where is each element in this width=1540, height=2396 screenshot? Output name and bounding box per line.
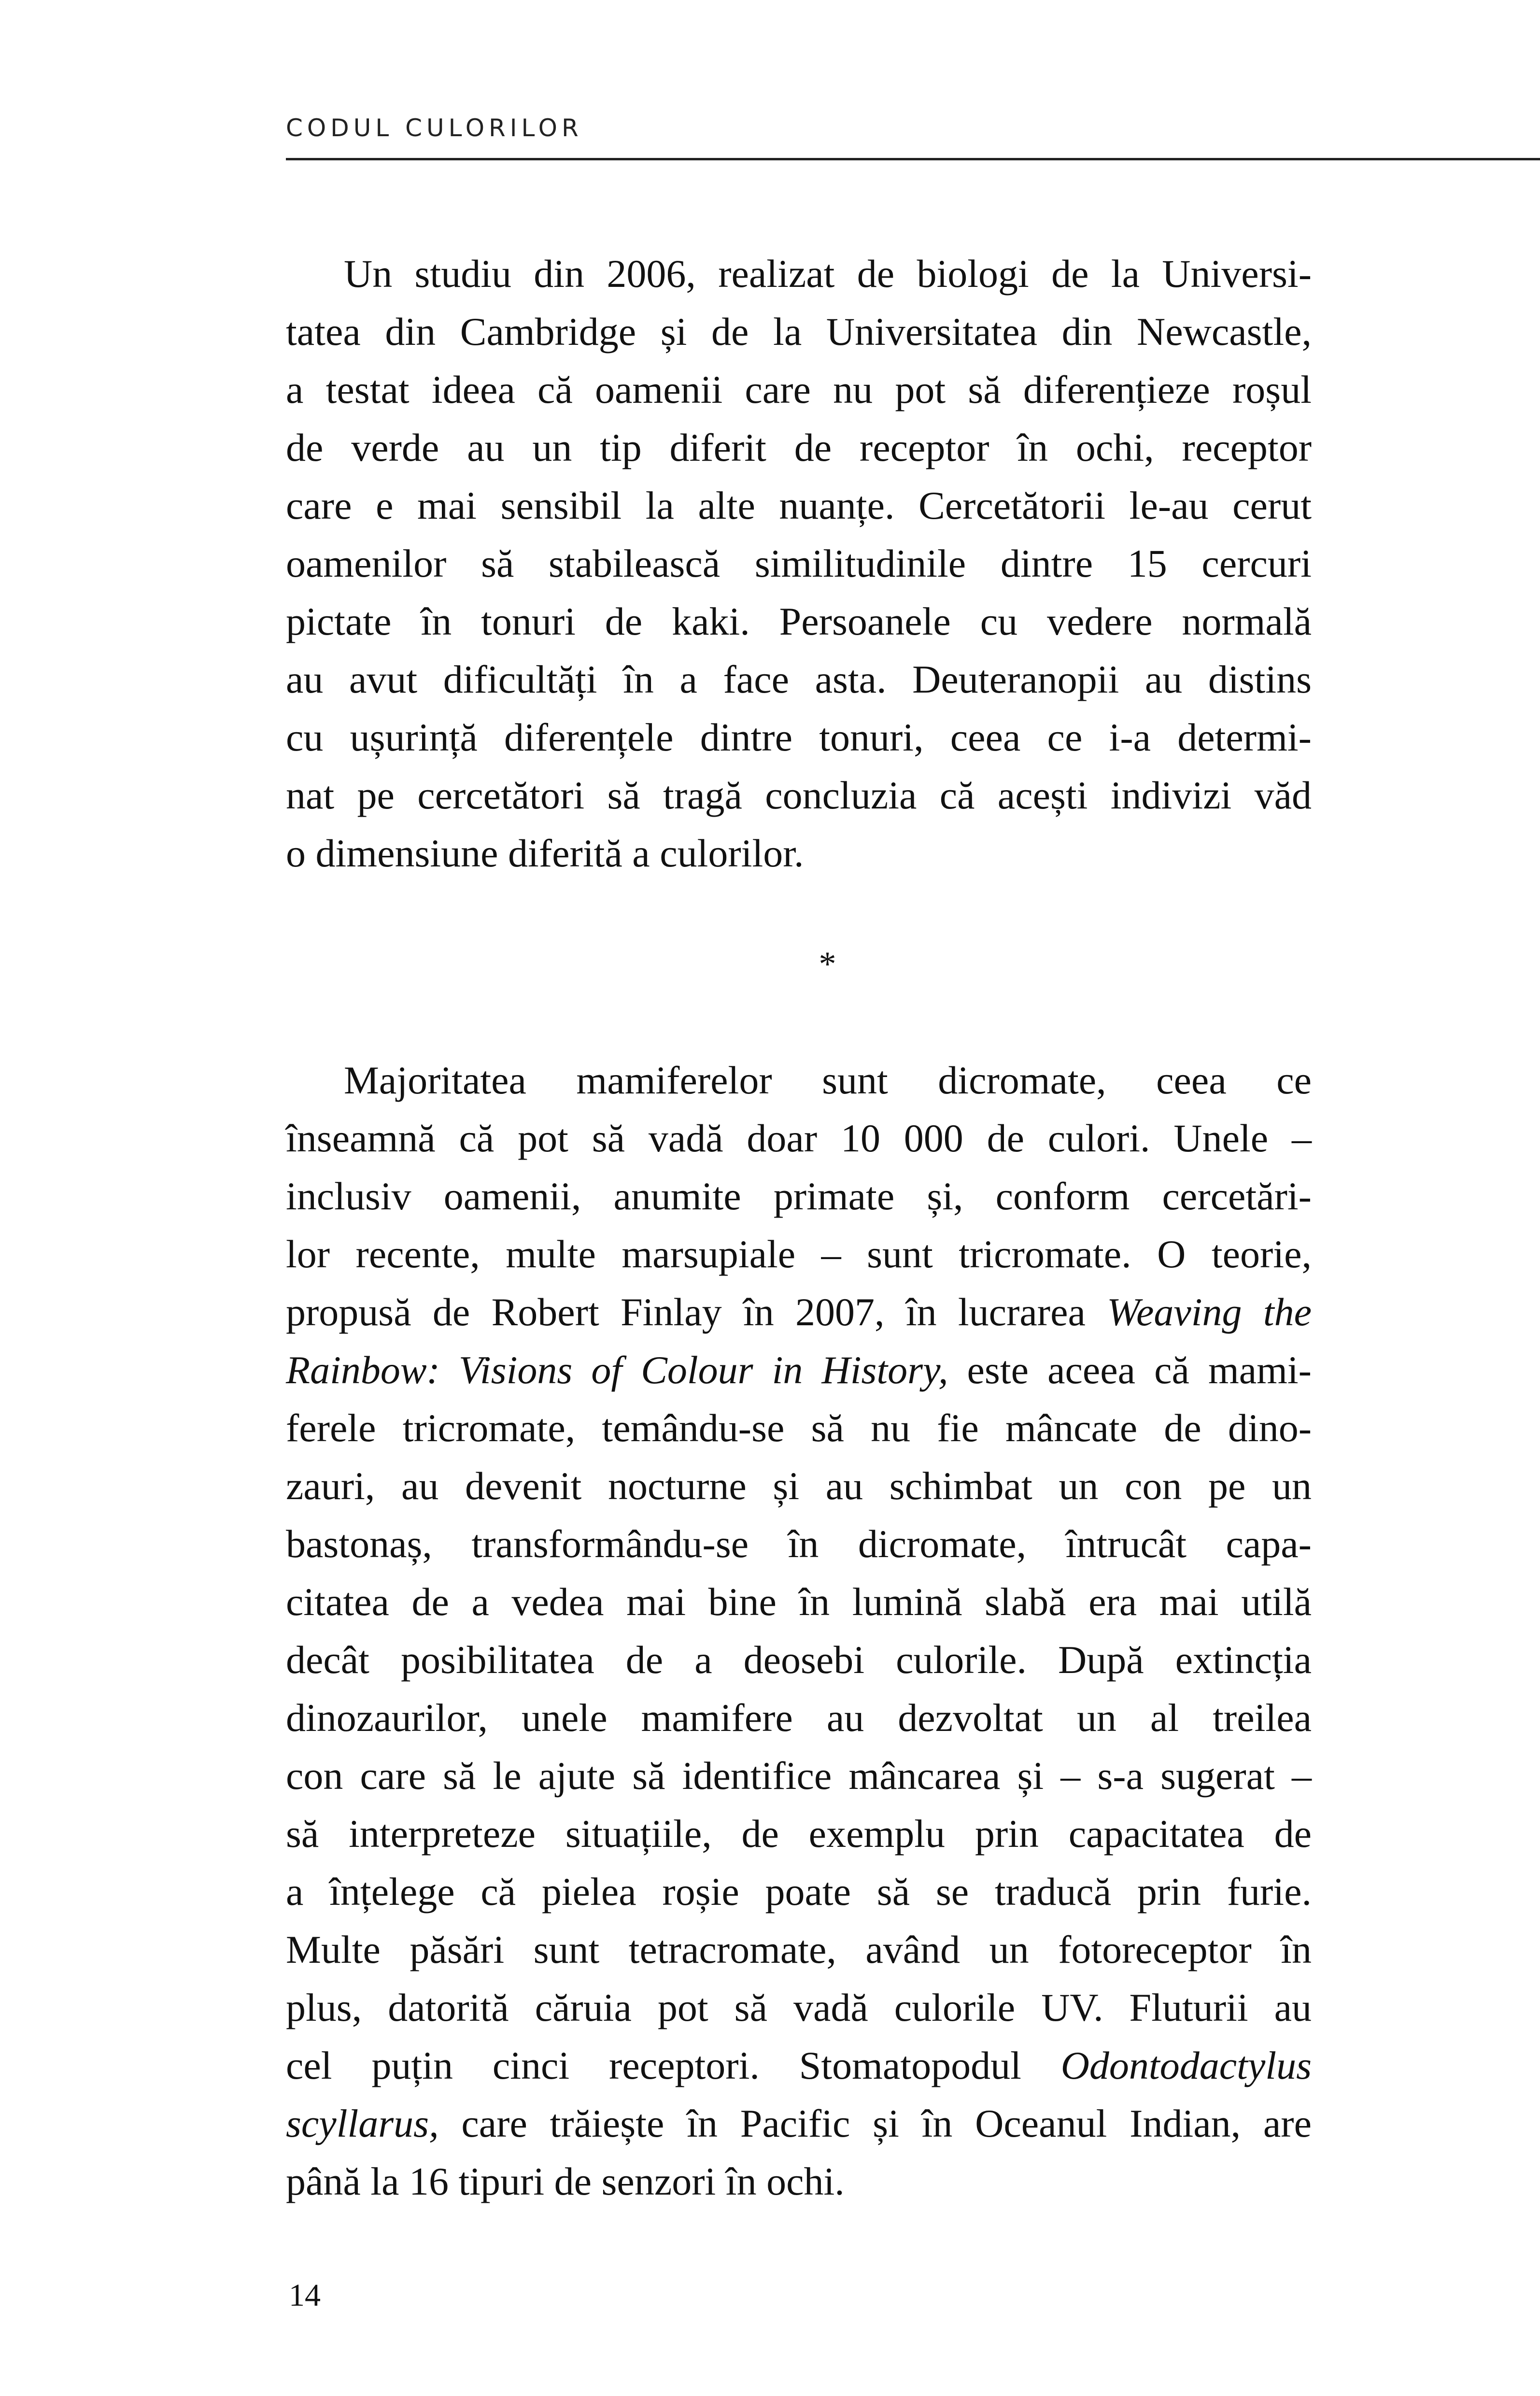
section-separator xyxy=(0,944,1540,984)
species-name-italic: Odontodactylus xyxy=(1060,2043,1312,2087)
text-line: ferele tricromate, temându-se să nu fie mâncate de dino- xyxy=(286,1406,1312,1450)
text-line: con care să le ajute să identifice mâncarea și – s-a sugerat – xyxy=(286,1754,1312,1798)
plain-text: care trăiește în Pacific și în Oceanul Indian, are xyxy=(438,2101,1312,2145)
text-line: să interpreteze situațiile, de exemplu prin capacitatea de xyxy=(286,1812,1312,1856)
text-line: a testat ideea că oamenii care nu pot să diferențieze roșul xyxy=(286,368,1312,411)
header-rule xyxy=(286,158,1540,160)
text-line xyxy=(286,1341,1312,1399)
text-line: Majoritatea mamiferelor sunt dicromate, ceea ce xyxy=(344,1058,1312,1102)
text-line: inclusiv oamenii, anumite primate și, conform cercetări- xyxy=(286,1174,1312,1218)
text-line xyxy=(286,1283,1312,1341)
plain-text: propusă de Robert Finlay în 2007, în lucrarea xyxy=(286,1290,1107,1334)
text-line: bastonaș, transformându-se în dicromate, întrucât capa- xyxy=(286,1522,1312,1566)
plain-text: este aceea că mami- xyxy=(948,1348,1312,1392)
text-line: plus, datorită căruia pot să vadă culorile UV. Fluturii au xyxy=(286,1985,1312,2029)
book-title-italic: Weaving the xyxy=(1107,1290,1312,1334)
text-line: până la 16 tipuri de senzori în ochi. xyxy=(286,2159,845,2203)
text-line: lor recente, multe marsupiale – sunt tricromate. O teorie, xyxy=(286,1232,1312,1276)
text-line: înseamnă că pot să vadă doar 10 000 de culori. Unele – xyxy=(286,1116,1312,1160)
text-line: de verde au un tip diferit de receptor în ochi, receptor xyxy=(286,425,1312,469)
text-line: o dimensiune diferită a culorilor. xyxy=(286,831,804,875)
text-line: oamenilor să stabilească similitudinile dintre 15 cercuri xyxy=(286,541,1312,585)
text-line: nat pe cercetători să tragă concluzia că acești indivizi văd xyxy=(286,773,1312,817)
text-line xyxy=(286,2095,1312,2153)
text-line: cu ușurință diferențele dintre tonuri, ceea ce i-a determi- xyxy=(286,715,1312,759)
running-head: CODUL CULORILOR xyxy=(286,114,583,142)
plain-text: cel puțin cinci receptori. Stomatopodul xyxy=(286,2043,1061,2087)
text-line: pictate în tonuri de kaki. Persoanele cu vedere normală xyxy=(286,599,1312,643)
book-title-italic: Rainbow: Visions of Colour in History, xyxy=(286,1348,948,1392)
text-line: zauri, au devenit nocturne și au schimbat un con pe un xyxy=(286,1464,1312,1508)
page-number: 14 xyxy=(289,2278,321,2313)
paragraph-2 xyxy=(286,1051,1312,2211)
asterisk-separator: * xyxy=(819,945,836,983)
paragraph-1 xyxy=(286,245,1312,882)
text-line: au avut dificultăți în a face asta. Deuteranopii au distins xyxy=(286,657,1312,701)
text-line: care e mai sensibil la alte nuanțe. Cercetătorii le-au cerut xyxy=(286,483,1312,527)
text-line: citatea de a vedea mai bine în lumină slabă era mai utilă xyxy=(286,1580,1312,1624)
text-line: decât posibilitatea de a deosebi culorile. După extincția xyxy=(286,1638,1312,1682)
text-line: Un studiu din 2006, realizat de biologi de la Universi- xyxy=(344,252,1312,296)
text-line: tatea din Cambridge și de la Universitatea din Newcastle, xyxy=(286,310,1312,354)
species-name-italic: scyllarus, xyxy=(286,2101,439,2145)
text-line: Multe păsări sunt tetracromate, având un fotoreceptor în xyxy=(286,1928,1312,1971)
text-line: dinozaurilor, unele mamifere au dezvoltat un al treilea xyxy=(286,1696,1312,1740)
text-line xyxy=(286,2037,1312,2095)
text-line: a înțelege că pielea roșie poate să se traducă prin furie. xyxy=(286,1870,1312,1914)
